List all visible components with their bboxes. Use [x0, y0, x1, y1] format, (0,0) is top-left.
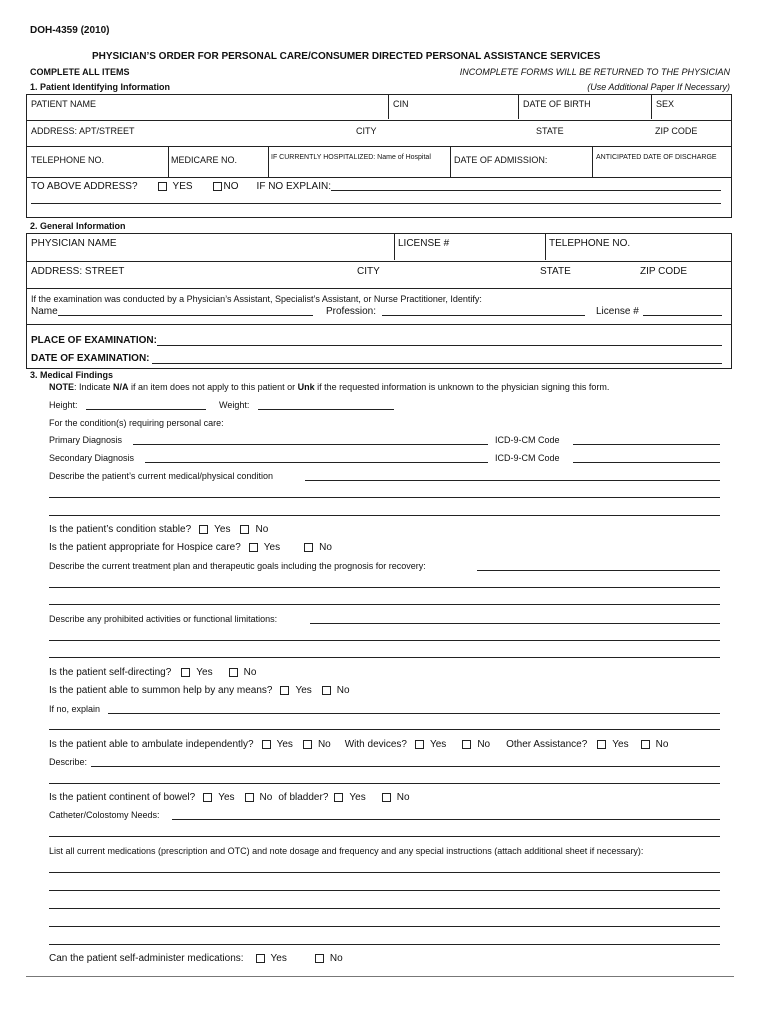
- pa-name-line[interactable]: [58, 315, 313, 316]
- row-divider: [27, 120, 731, 121]
- self-admin-no-checkbox[interactable]: [315, 954, 324, 963]
- treatment-line[interactable]: [477, 570, 720, 571]
- height-label: Height:: [49, 400, 78, 410]
- na-text: N/A: [113, 382, 129, 392]
- row-divider: [27, 146, 731, 147]
- self-directing-row: [49, 667, 256, 678]
- other-no-checkbox[interactable]: [641, 740, 650, 749]
- yes-label: Yes: [349, 792, 366, 803]
- discharge-label: ANTICIPATED DATE OF DISCHARGE: [596, 154, 717, 161]
- with-devices-label: With devices?: [344, 739, 407, 750]
- cell-divider: [268, 146, 269, 177]
- self-admin-label: Can the patient self-administer medications:: [49, 953, 244, 964]
- summon-yes-checkbox[interactable]: [280, 686, 289, 695]
- devices-no-checkbox[interactable]: [462, 740, 471, 749]
- note-part-3: if the requested information is unknown to the physician signing this form.: [314, 382, 610, 392]
- cin-label: CIN: [393, 99, 409, 109]
- no-label: No: [243, 667, 257, 678]
- cell-divider: [592, 146, 593, 177]
- no-label: No: [259, 792, 273, 803]
- bowel-yes-checkbox[interactable]: [203, 793, 212, 802]
- condition-line[interactable]: [305, 480, 720, 481]
- prohibited-line-2[interactable]: [49, 640, 720, 641]
- continent-label: Is the patient continent of bowel?: [49, 792, 196, 803]
- prohibited-label: Describe any prohibited activities or functional limitations:: [49, 614, 278, 624]
- weight-line[interactable]: [258, 409, 394, 410]
- medications-line-3[interactable]: [49, 908, 720, 909]
- prohibited-line-3[interactable]: [49, 657, 720, 658]
- prohibited-line[interactable]: [310, 623, 720, 624]
- describe-condition-label: Describe the patient’s current medical/physical condition: [49, 471, 273, 481]
- note-part-1: : Indicate: [74, 382, 114, 392]
- primary-diagnosis-label: Primary Diagnosis: [49, 435, 123, 445]
- physician-state-label: STATE: [540, 266, 571, 277]
- row-divider: [27, 261, 731, 262]
- pa-note: If the examination was conducted by a Physician’s Assistant, Specialist’s Assistant, or Nurse Practitioner, Identify:: [31, 294, 482, 304]
- describe-line[interactable]: [91, 766, 720, 767]
- license-label: LICENSE #: [398, 238, 450, 249]
- additional-paper-note: (Use Additional Paper If Necessary): [587, 82, 730, 92]
- yes-label: YES: [172, 181, 193, 192]
- row-divider: [27, 324, 731, 325]
- medicare-label: MEDICARE NO.: [171, 155, 238, 165]
- telephone-label: TELEPHONE NO.: [31, 155, 105, 165]
- state-label: STATE: [536, 126, 564, 136]
- stable-yes-checkbox[interactable]: [199, 525, 208, 534]
- primary-diagnosis-line[interactable]: [133, 444, 488, 445]
- stable-row: [49, 524, 268, 535]
- yes-label: Yes: [270, 953, 287, 964]
- no-label: No: [319, 542, 332, 553]
- no-label: No: [255, 524, 269, 535]
- physician-zip-label: ZIP CODE: [640, 266, 688, 277]
- self-admin-row: [49, 953, 343, 964]
- no-label: NO: [223, 181, 239, 192]
- yes-label: Yes: [612, 739, 629, 750]
- physician-name-label: PHYSICIAN NAME: [31, 238, 117, 249]
- complete-all-label: COMPLETE ALL ITEMS: [30, 67, 130, 77]
- bladder-no-checkbox[interactable]: [382, 793, 391, 802]
- cell-divider: [450, 146, 451, 177]
- summon-explain-line-2[interactable]: [49, 729, 720, 730]
- secondary-diagnosis-label: Secondary Diagnosis: [49, 453, 135, 463]
- zip-label: ZIP CODE: [655, 126, 698, 136]
- primary-icd-label: ICD-9-CM Code: [495, 435, 560, 445]
- page-bottom-rule: [26, 976, 734, 977]
- admission-label: DATE OF ADMISSION:: [454, 155, 548, 165]
- row-divider: [27, 177, 731, 178]
- date-of-exam-label: DATE OF EXAMINATION:: [31, 353, 150, 364]
- other-yes-checkbox[interactable]: [597, 740, 606, 749]
- no-label: No: [477, 739, 491, 750]
- yes-label: Yes: [429, 739, 447, 750]
- section3-heading: 3. Medical Findings: [30, 370, 114, 380]
- cell-divider: [394, 233, 395, 260]
- condition-line-3[interactable]: [49, 515, 720, 516]
- yes-label: Yes: [196, 667, 213, 678]
- self-directing-label: Is the patient self-directing?: [49, 667, 172, 678]
- describe-label: Describe:: [49, 757, 88, 767]
- to-above-address-row: [31, 181, 331, 192]
- note-part-2: if an item does not apply to this patient or: [128, 382, 298, 392]
- ambulate-row: [49, 739, 668, 750]
- catheter-label: Catheter/Colostomy Needs:: [49, 810, 160, 820]
- no-label: No: [317, 739, 331, 750]
- explain-line[interactable]: [331, 190, 721, 191]
- primary-icd-line[interactable]: [573, 444, 720, 445]
- address-label: ADDRESS: APT/STREET: [31, 126, 135, 136]
- treatment-label: Describe the current treatment plan and therapeutic goals including the prognosis for recovery:: [49, 561, 426, 571]
- conditions-label: For the condition(s) requiring personal care:: [49, 418, 224, 428]
- hospice-label: Is the patient appropriate for Hospice care?: [49, 542, 241, 553]
- if-no-explain-label: IF NO EXPLAIN:: [256, 181, 332, 192]
- secondary-icd-label: ICD-9-CM Code: [495, 453, 560, 463]
- self-directing-no-checkbox[interactable]: [229, 668, 238, 677]
- yes-label: Yes: [276, 739, 293, 750]
- hospitalized-label: IF CURRENTLY HOSPITALIZED: Name of Hospital: [271, 154, 431, 161]
- medications-line-2[interactable]: [49, 890, 720, 891]
- pa-name-label: Name: [31, 306, 58, 317]
- devices-yes-checkbox[interactable]: [415, 740, 424, 749]
- hospice-row: [49, 542, 332, 553]
- place-of-exam-line[interactable]: [157, 345, 722, 346]
- no-label: No: [336, 685, 350, 696]
- summon-row: [49, 685, 350, 696]
- height-line[interactable]: [86, 409, 206, 410]
- bladder-label: of bladder?: [278, 792, 329, 803]
- profession-label: Profession:: [326, 306, 377, 317]
- hospice-yes-checkbox[interactable]: [249, 543, 258, 552]
- secondary-diagnosis-line[interactable]: [145, 462, 488, 463]
- date-of-exam-line[interactable]: [152, 363, 722, 364]
- self-admin-yes-checkbox[interactable]: [256, 954, 265, 963]
- summon-label: Is the patient able to summon help by any means?: [49, 685, 273, 696]
- physician-telephone-label: TELEPHONE NO.: [549, 238, 631, 249]
- cell-divider: [545, 233, 546, 260]
- form-title: PHYSICIAN’S ORDER FOR PERSONAL CARE/CONSUMER DIRECTED PERSONAL ASSISTANCE SERVICES: [92, 51, 601, 62]
- ambulate-no-checkbox[interactable]: [303, 740, 312, 749]
- profession-line[interactable]: [382, 315, 585, 316]
- describe-line-2[interactable]: [49, 783, 720, 784]
- bowel-no-checkbox[interactable]: [245, 793, 254, 802]
- condition-line-2[interactable]: [49, 497, 720, 498]
- summon-explain-line[interactable]: [108, 713, 720, 714]
- to-above-yes-checkbox[interactable]: [158, 182, 167, 191]
- no-label: No: [396, 792, 410, 803]
- pa-license-label: License #: [596, 306, 639, 317]
- section2-heading: 2. General Information: [30, 221, 126, 231]
- medications-line-5[interactable]: [49, 944, 720, 945]
- treatment-line-2[interactable]: [49, 587, 720, 588]
- city-label: CITY: [356, 126, 377, 136]
- row-divider: [27, 288, 731, 289]
- to-above-label: TO ABOVE ADDRESS?: [31, 181, 138, 192]
- incomplete-warning: INCOMPLETE FORMS WILL BE RETURNED TO THE PHYSICIAN: [459, 67, 730, 77]
- place-of-exam-label: PLACE OF EXAMINATION:: [31, 335, 157, 346]
- sex-label: SEX: [656, 99, 675, 109]
- ambulate-yes-checkbox[interactable]: [262, 740, 271, 749]
- cell-divider: [168, 146, 169, 177]
- weight-label: Weight:: [219, 400, 250, 410]
- summon-no-checkbox[interactable]: [322, 686, 331, 695]
- patient-name-label: PATIENT NAME: [31, 99, 97, 109]
- note-label: NOTE: [49, 382, 75, 392]
- other-assistance-label: Other Assistance?: [506, 739, 588, 750]
- cin-field[interactable]: [388, 94, 528, 120]
- bladder-yes-checkbox[interactable]: [334, 793, 343, 802]
- catheter-line[interactable]: [172, 819, 720, 820]
- physician-address-label: ADDRESS: STREET: [31, 266, 125, 277]
- dob-label: DATE OF BIRTH: [523, 99, 591, 109]
- to-above-no-checkbox[interactable]: [213, 182, 222, 191]
- explain-line-2[interactable]: [31, 203, 721, 204]
- yes-label: Yes: [263, 542, 281, 553]
- note-text: [49, 382, 609, 392]
- treatment-line-3[interactable]: [49, 604, 720, 605]
- yes-label: Yes: [214, 524, 231, 535]
- hospice-no-checkbox[interactable]: [304, 543, 313, 552]
- stable-no-checkbox[interactable]: [240, 525, 249, 534]
- form-code: DOH-4359 (2010): [30, 25, 110, 36]
- yes-label: Yes: [295, 685, 312, 696]
- continent-row: [49, 792, 410, 803]
- section1-heading: 1. Patient Identifying Information: [30, 82, 171, 92]
- stable-label: Is the patient’s condition stable?: [49, 524, 192, 535]
- no-label: No: [329, 953, 343, 964]
- unk-text: Unk: [297, 382, 315, 392]
- medications-line-1[interactable]: [49, 872, 720, 873]
- yes-label: Yes: [218, 792, 235, 803]
- if-no-explain-label: If no, explain: [49, 704, 101, 714]
- pa-license-line[interactable]: [643, 315, 722, 316]
- no-label: No: [655, 739, 669, 750]
- ambulate-label: Is the patient able to ambulate independently?: [49, 739, 254, 750]
- medications-line-4[interactable]: [49, 926, 720, 927]
- medications-label: List all current medications (prescription and OTC) and note dosage and frequency and any special instructions (attach additional sheet if necessary):: [49, 846, 644, 856]
- physician-city-label: CITY: [357, 266, 380, 277]
- secondary-icd-line[interactable]: [573, 462, 720, 463]
- self-directing-yes-checkbox[interactable]: [181, 668, 190, 677]
- catheter-line-2[interactable]: [49, 836, 720, 837]
- cell-divider: [651, 94, 652, 119]
